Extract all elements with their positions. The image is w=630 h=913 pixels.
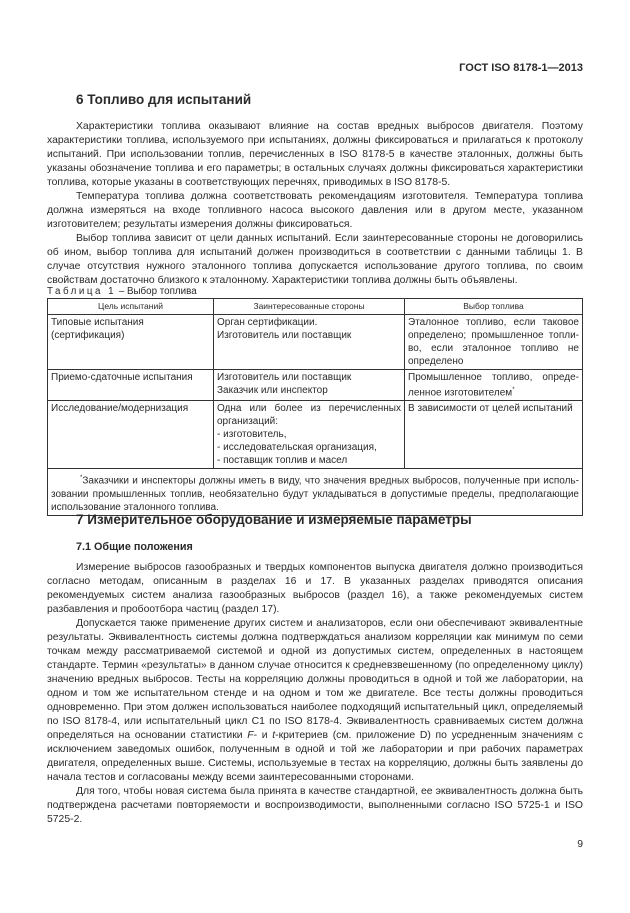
fuel-selection-table xyxy=(47,298,583,516)
text-run: Допускается также применение других систем и анализаторов, если они обеспечивают эквивалентные результаты. Эквивалентность системы должна подтверждаться анализом корреляции как минимум по семи точкам между рассматриваемой системой и одной из допустимых систем, определенных в настоящем стандарте. Термин «результаты» в данном случае относится к средневзвешенному (по определенному циклу) значению вредных выбросов. Тесты на корреляцию должны проводиться в одной и той же лаборатории, на одном и том же испытательном стенде и на одном и том же двигателе. Все тесты должны проводиться одновременно. При этом должен использоваться наиболее подходящий испытательный цикл, определяемый по ISO 8178-4, или испытательный цикл С1 по ISO 8178-4. Эквивалентность сравниваемых систем должна определяться на основании статистики xyxy=(47,618,583,741)
text-run: F xyxy=(247,730,254,741)
table-cell: Изготовитель или поставщик Заказчик или инспектор xyxy=(214,370,405,401)
footnote-mark: * xyxy=(80,475,83,482)
section-6-heading: 6 Топливо для испытаний xyxy=(76,92,252,107)
table-row xyxy=(48,370,583,401)
footnote-text: Заказчики и инспекторы должны иметь в виду, что значения вредных выбросов, полученные при использовании промышленных топлив, необязательно будут укладываться в допустимые пределы, предполагающие использование эталонного топлива. xyxy=(51,475,579,513)
paragraph: Измерение выбросов газообразных и твердых компонентов выпуска двигателя должно производиться согласно методам, описанным в разделах 16 и 17. В указанных разделах приводятся описания рекомендуемых систем анализа газообразных выбросов (раздел 16), а также рекомендуемых систем разбавления и пробоотбора частиц (раздел 17). xyxy=(47,562,583,615)
text-run: - и xyxy=(253,730,273,741)
paragraph: Выбор топлива зависит от цели данных испытаний. Если заинтересованные стороны не договорились об ином, выбор топлива для испытаний должен производиться в соответствии с данными таблицы 1. В случае отсутствия нужного эталонного топлива допускается использование другого топлива, по своим свойствам достаточно близкого к эталонному. Характеристики топлива должны быть объявлены. xyxy=(47,233,583,286)
section-6-body xyxy=(47,120,583,288)
caption-prefix: Таблица 1 xyxy=(47,286,117,297)
cell-text: Промышленное топливо, определенное изготовителем xyxy=(408,372,579,399)
table-row xyxy=(48,315,583,370)
paragraph: Температура топлива должна соответствовать рекомендациям изготовителя. Температура топлива должна измеряться на входе топливного насоса высокого давления или в другом месте, указанном изготовителем; результаты измерения должны фиксироваться. xyxy=(47,191,583,230)
subsection-7-1-heading: 7.1 Общие положения xyxy=(76,541,193,553)
column-header: Цель испытаний xyxy=(48,299,214,315)
table-cell: Эталонное топливо, если таковое определено; промышленное топливо, если эталонное топливо не определено xyxy=(405,315,583,370)
column-header: Выбор топлива xyxy=(405,299,583,315)
table-cell: В зависимости от целей испытаний xyxy=(405,401,583,469)
table-cell: Исследование/модернизация xyxy=(48,401,214,469)
table-footnote xyxy=(48,469,583,515)
caption-title: – Выбор топлива xyxy=(116,286,197,297)
document-header: ГОСТ ISO 8178-1—2013 xyxy=(459,62,583,74)
section-7-heading: 7 Измерительное оборудование и измеряемые параметры xyxy=(76,512,472,527)
table-cell: Приемо-сдаточные испытания xyxy=(48,370,214,401)
table-cell: Одна или более из перечисленных организаций: - изготовитель, - исследовательская организация, - поставщик топлив и масел xyxy=(214,401,405,469)
table-header-row xyxy=(48,299,583,315)
section-7-body xyxy=(47,561,583,827)
paragraph: Для того, чтобы новая система была принята в качестве стандартной, ее эквивалентность должна быть подтверждена расчетами повторяемости и воспроизводимости, выполненными согласно ISO 5725-1 и ISO 5725-2. xyxy=(47,786,583,825)
text-run: -критериев (см. приложение D) по усредненным значениям с исключением заведомых ошибок, полученным в одной и той же лаборатории и при рабочих параметрах двигателя, определенных выше. Системы, используемые в тестах на корреляцию, должны быть заявлены до начала тестов и согласованы между всеми заинтересованными сторонами. xyxy=(47,730,583,783)
table-cell xyxy=(405,370,583,401)
paragraph: Характеристики топлива оказывают влияние на состав вредных выбросов двигателя. Поэтому характеристики топлива, используемого при испытаниях, должны фиксироваться и прилагаться к протоколу испытаний. При использовании топлив, перечисленных в ISO 8178-5 в качестве эталонных, должны быть указаны обозначение топлива и его параметры; в остальных случаях должны фиксироваться характеристики топлива, которые указаны в соответствующих перечнях, приводимых в ISO 8178-5. xyxy=(47,121,583,188)
table-footnote-row xyxy=(48,469,583,515)
table-cell: Типовые испытания (сертификация) xyxy=(48,315,214,370)
footnote-mark: * xyxy=(512,387,515,393)
table-cell: Орган сертификации. Изготовитель или поставщик xyxy=(214,315,405,370)
text-run: t xyxy=(272,730,276,741)
page-number: 9 xyxy=(577,839,583,850)
table-row xyxy=(48,401,583,469)
table-caption xyxy=(47,285,197,299)
paragraph xyxy=(47,617,583,785)
column-header: Заинтересованные стороны xyxy=(214,299,405,315)
